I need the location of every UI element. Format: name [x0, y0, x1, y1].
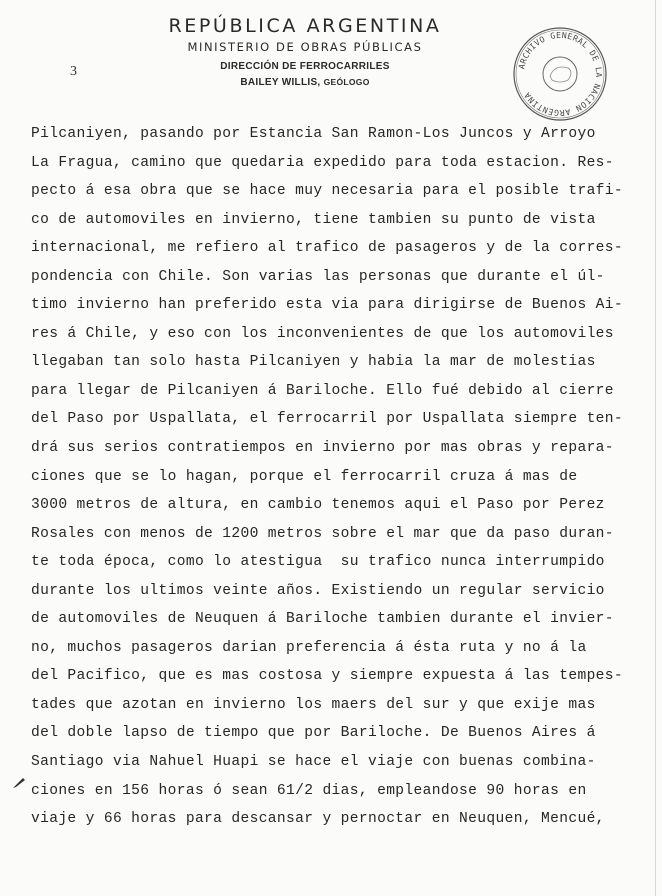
text-line: Rosales con menos de 1200 metros sobre el mar que da paso duran- — [31, 525, 614, 542]
text-line: llegaban tan solo hasta Pilcaniyen y habia la mar de molestias — [31, 354, 596, 371]
text-line: ciones en 156 horas ó sean 61/2 dias, empleandose 90 horas en — [31, 782, 587, 799]
text-line: internacional, me refiero al trafico de pasageros y de la corres- — [31, 240, 623, 257]
text-line: co de automoviles en invierno, tiene tambien su punto de vista — [31, 211, 596, 228]
stamp-center-circle — [543, 57, 577, 91]
text-line: res á Chile, y eso con los inconvenientes de que los automoviles — [31, 325, 614, 342]
letterhead-ministry: MINISTERIO DE OBRAS PÚBLICAS — [187, 40, 423, 54]
page-number: 3 — [70, 64, 77, 79]
text-line: del doble lapso de tiempo que por Bariloche. De Buenos Aires á — [31, 725, 596, 742]
text-line: pecto á esa obra que se hace muy necesaria para el posible trafi- — [31, 183, 623, 200]
text-line: no, muchos pasageros darian preferencia á ésta ruta y no á la — [31, 639, 587, 656]
letterhead-author — [130, 75, 480, 90]
stamp-text-path: ARCHIVO GENERAL DE LA NACION ARGENTINA — [516, 29, 605, 119]
text-line: te toda época, como lo atestigua su trafico nunca interrumpido — [31, 554, 605, 571]
text-line: ciones que se lo hagan, porque el ferrocarril cruza á mas de — [31, 468, 578, 485]
text-line: del Pacifico, que es mas costosa y siempre expuesta á las tempes- — [31, 668, 623, 685]
stamp-outer-ring — [514, 28, 606, 120]
text-line: 3000 metros de altura, en cambio tenemos aqui el Paso por Perez — [31, 497, 605, 514]
text-line: drá sus serios contratiempos en invierno por mas obras y repara- — [31, 440, 614, 457]
pen-mark-icon — [12, 775, 26, 789]
stamp-text — [516, 30, 604, 118]
letterhead-direction: DIRECCIÓN DE FERROCARRILES — [220, 61, 390, 72]
text-line: viaje y 66 horas para descansar y pernoctar en Neuquen, Mencué, — [31, 811, 605, 828]
text-line: tades que azotan en invierno los maers del sur y que exije mas — [31, 696, 596, 713]
letterhead-country: REPÚBLICA ARGENTINA — [168, 15, 442, 37]
letterhead — [130, 14, 480, 90]
text-line: Santiago via Nahuel Huapi se hace el viaje con buenas combina- — [31, 754, 596, 771]
author-name: BAILEY WILLIS, — [240, 77, 321, 88]
text-line: La Fragua, camino que quedaria expedido para toda estacion. Res- — [31, 154, 614, 171]
text-line: pondencia con Chile. Son varias las personas que durante el úl- — [31, 268, 605, 285]
archive-stamp — [510, 24, 610, 124]
stamp-emblem-icon — [550, 67, 571, 82]
text-line: timo invierno han preferido esta via para dirigirse de Buenos Ai- — [31, 297, 623, 314]
text-line: de automoviles de Neuquen á Bariloche tambien durante el invier- — [31, 611, 614, 628]
body-text — [31, 120, 656, 834]
text-line: para llegar de Pilcaniyen á Bariloche. Ello fué debido al cierre — [31, 382, 614, 399]
text-line: durante los ultimos veinte años. Existiendo un regular servicio — [31, 582, 605, 599]
author-title: GEÓLOGO — [323, 77, 370, 87]
text-line: del Paso por Uspallata, el ferrocarril por Uspallata siempre ten- — [31, 411, 623, 428]
text-line: Pilcaniyen, pasando por Estancia San Ramon-Los Juncos y Arroyo — [31, 126, 596, 142]
